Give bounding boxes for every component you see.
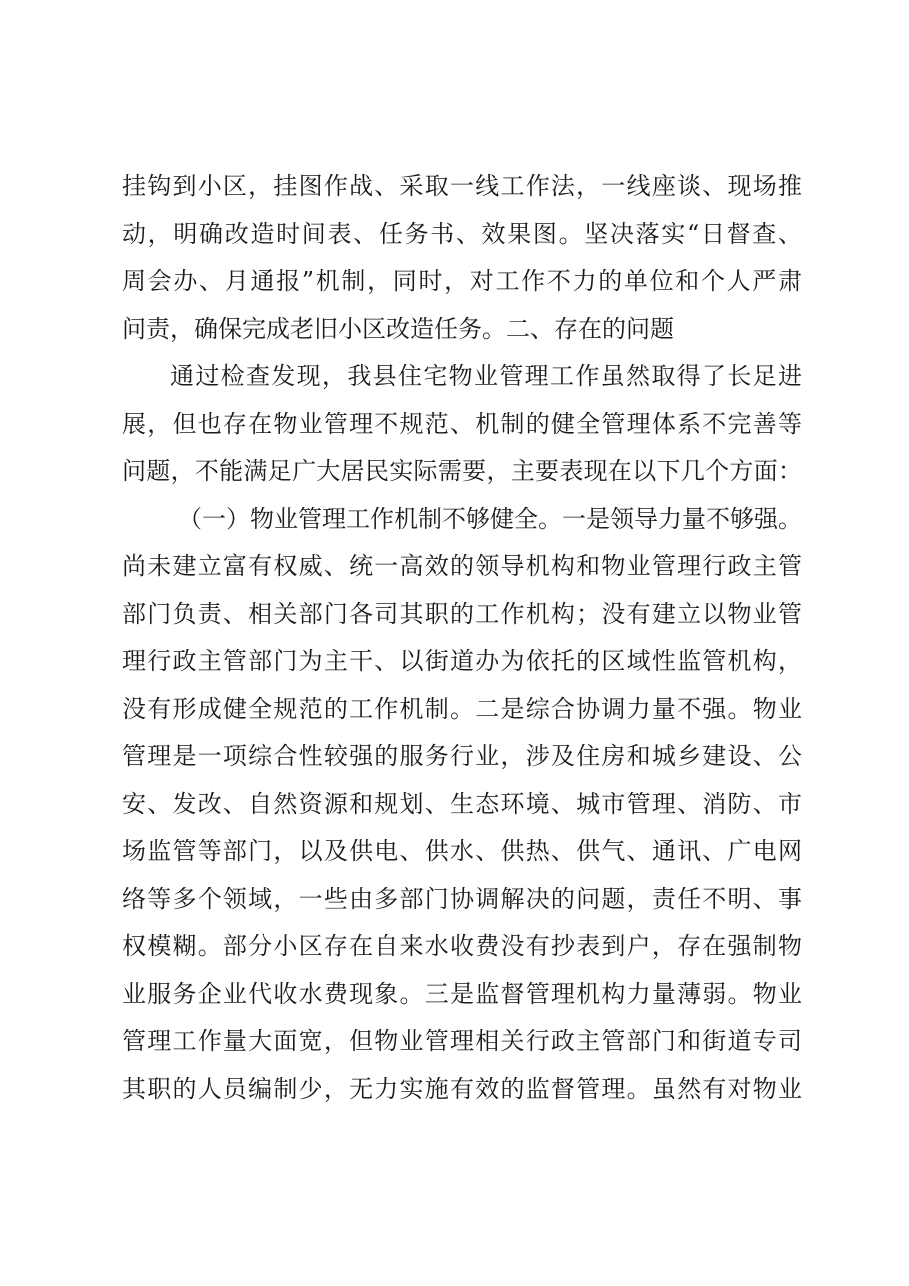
text-line: 业服务企业代收水费现象。三是监督管理机构力量薄弱。物业 — [122, 979, 802, 1008]
text-line: 管理工作量大面宽，但物业管理相关行政主管部门和街道专司 — [122, 1027, 802, 1055]
text-line: （一）物业管理工作机制不够健全。一是领导力量不够强。 — [178, 504, 802, 533]
text-line: 部门负责、相关部门各司其职的工作机构；没有建立以物业管 — [122, 599, 802, 628]
text-line: 管理是一项综合性较强的服务行业，涉及住房和城乡建设、公 — [122, 742, 802, 770]
text-line: 问责，确保完成老旧小区改造任务。二、存在的问题 — [122, 314, 674, 343]
text-line: 络等多个领域，一些由多部门协调解决的问题，责任不明、事 — [122, 884, 802, 913]
text-line: 通过检查发现，我县住宅物业管理工作虽然取得了长足进 — [170, 362, 802, 390]
text-line: 问题，不能满足广大居民实际需要，主要表现在以下几个方面： — [122, 457, 802, 485]
body-text — [122, 166, 802, 1116]
text-line: 场监管等部门，以及供电、供水、供热、供气、通讯、广电网 — [122, 837, 802, 865]
text-line: 周会办、月通报”机制，同时，对工作不力的单位和个人严肃 — [122, 267, 802, 295]
text-line: 动，明确改造时间表、任务书、效果图。坚决落实“日督查、 — [122, 219, 802, 248]
text-line: 权模糊。部分小区存在自来水收费没有抄表到户，存在强制物 — [122, 932, 802, 960]
text-line: 展，但也存在物业管理不规范、机制的健全管理体系不完善等 — [122, 409, 802, 438]
text-line: 理行政主管部门为主干、以街道办为依托的区域性监管机构， — [122, 647, 802, 675]
text-line: 其职的人员编制少，无力实施有效的监督管理。虽然有对物业 — [122, 1074, 802, 1103]
text-line: 没有形成健全规范的工作机制。二是综合协调力量不强。物业 — [122, 694, 802, 723]
text-line: 挂钩到小区，挂图作战、采取一线工作法，一线座谈、现场推 — [122, 172, 802, 200]
text-line: 安、发改、自然资源和规划、生态环境、城市管理、消防、市 — [122, 789, 802, 818]
text-line: 尚未建立富有权威、统一高效的领导机构和物业管理行政主管 — [122, 552, 802, 580]
